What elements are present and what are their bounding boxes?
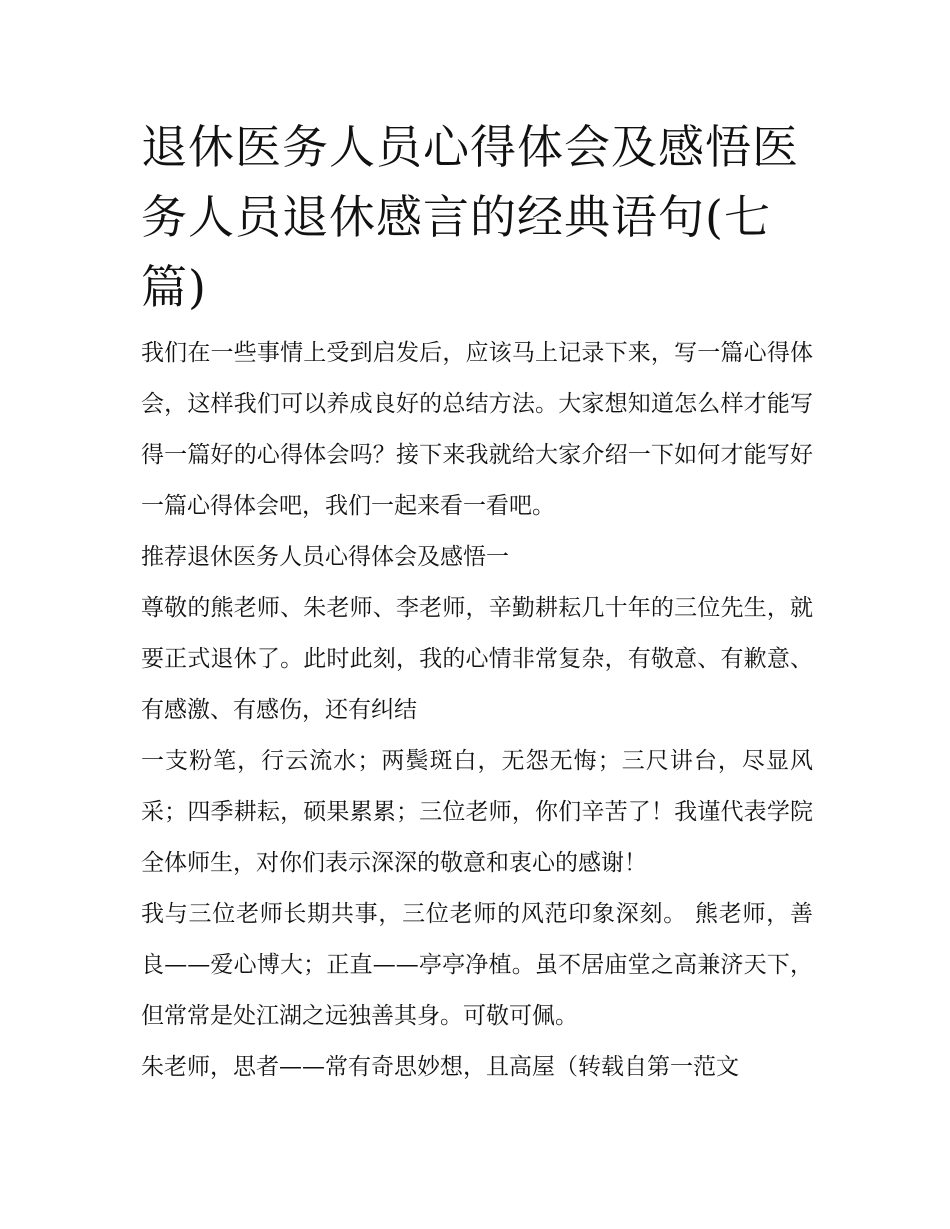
body-paragraph: 我与三位老师长期共事，三位老师的风范印象深刻。 熊老师，善良——爱心博大；正直——亭亭净植。虽不居庙堂之高兼济天下，但常常是处江湖之远独善其身。可敬可佩。 (141, 901, 813, 1029)
body-paragraph: 一支粉笔，行云流水；两鬓斑白，无怨无悔；三尺讲台，尽显风采；四季耕耘，硕果累累；三位老师，你们辛苦了！我谨代表学院全体师生，对你们表示深深的敬意和衷心的感谢！ (141, 748, 813, 876)
body-paragraph: 尊敬的熊老师、朱老师、李老师，辛勤耕耘几十年的三位先生，就要正式退休了。此时此刻，我的心情非常复杂，有敬意、有歉意、有感激、有感伤，还有纠结 (141, 595, 813, 723)
document-page (141, 112, 813, 1093)
document-title: 退休医务人员心得体会及感悟医务人员退休感言的经典语句(七篇) (141, 120, 799, 314)
intro-paragraph: 我们在一些事情上受到启发后，应该马上记录下来，写一篇心得体会，这样我们可以养成良好的总结方法。大家想知道怎么样才能写得一篇好的心得体会吗？接下来我就给大家介绍一下如何才能写好一篇心得体会吧，我们一起来看一看吧。 (141, 340, 813, 519)
body-paragraph: 朱老师，思者——常有奇思妙想，且高屋（转载自第一范文 (141, 1054, 739, 1080)
section-heading: 推荐退休医务人员心得体会及感悟一 (141, 544, 509, 570)
